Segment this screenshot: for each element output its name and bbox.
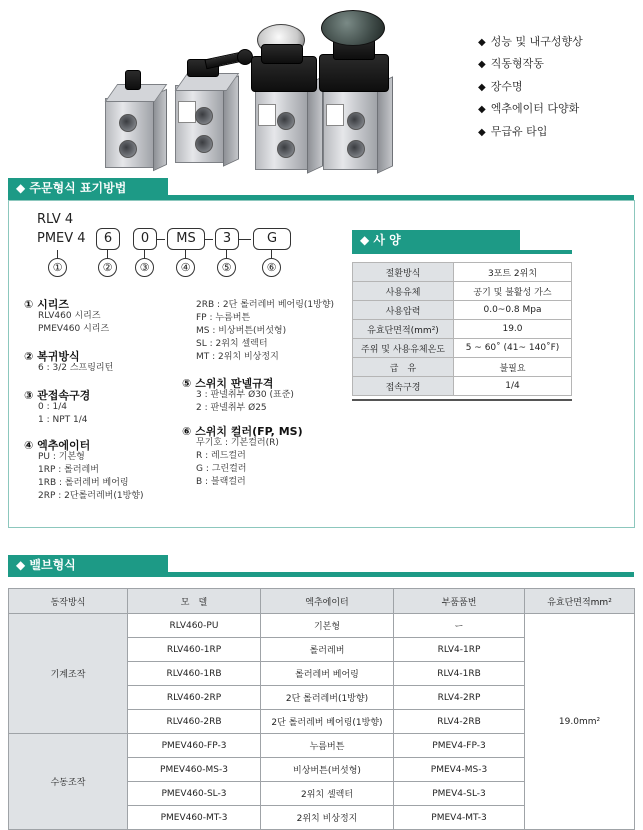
col-header: 모 델 (128, 589, 261, 614)
spec-value: 공기 및 불활성 가스 (454, 282, 572, 301)
item-line: 6 : 3/2 스프링리턴 (38, 363, 114, 373)
item-line: 0 : 1/4 (38, 402, 67, 412)
actuator-cell: 2단 롤러레버(1방향) (261, 686, 394, 710)
actuator-cell: 2위치 비상정지 (261, 806, 394, 830)
model-cell: PMEV460-FP-3 (128, 734, 261, 758)
leader-line (271, 250, 272, 258)
item-line: FP : 누름버튼 (196, 313, 251, 323)
valve-table (8, 588, 635, 830)
leader-line (226, 250, 227, 258)
item-return-title: ② 복귀방식 (24, 350, 80, 363)
part-cell: RLV4-1RP (394, 638, 525, 662)
circle-number: ④ (176, 258, 195, 277)
spec-row (353, 301, 572, 320)
model-cell: RLV460-2RB (128, 710, 261, 734)
item-color-title: ⑥ 스위치 컬러(FP, MS) (182, 425, 303, 438)
diamond-icon: ◆ (478, 104, 486, 115)
item-line: 3 : 판넬취부 Ø30 (표준) (196, 390, 294, 400)
part-cell: RLV4-2RB (394, 710, 525, 734)
spec-row (353, 377, 572, 396)
part-cell: ー (394, 614, 525, 638)
code-dash (239, 239, 251, 240)
feature-item: ◆ 장수명 (478, 80, 523, 93)
spec-key: 급 유 (353, 358, 454, 377)
item-line: B : 블랙컬러 (196, 477, 246, 487)
spec-table (352, 262, 572, 396)
col-header: 동작방식 (9, 589, 128, 614)
model-cell: RLV460-PU (128, 614, 261, 638)
item-line: MT : 2위치 비상정지 (196, 352, 279, 362)
diamond-icon: ◆ (478, 127, 486, 138)
col-header: 엑추에이터 (261, 589, 394, 614)
spec-row (353, 358, 572, 377)
item-line: MS : 비상버튼(버섯형) (196, 326, 287, 336)
spec-row (353, 282, 572, 301)
item-line: 2 : 판넬취부 Ø25 (196, 403, 267, 413)
actuator-cell: 2단 롤러레버 베어링(1방향) (261, 710, 394, 734)
group-manual: 수동조작 (9, 734, 128, 830)
spec-key: 접속구경 (353, 377, 454, 396)
diamond-icon: ◆ (478, 37, 486, 48)
feature-item: ◆ 성능 및 내구성향상 (478, 35, 583, 48)
item-line: 2RP : 2단롤러레버(1방향) (38, 491, 144, 501)
leader-line (107, 250, 108, 258)
code-box-return: 6 (96, 228, 120, 250)
model-cell: RLV460-1RB (128, 662, 261, 686)
part-cell: RLV4-1RB (394, 662, 525, 686)
actuator-cell: 롤러레버 베어링 (261, 662, 394, 686)
part-cell: PMEV4-SL-3 (394, 782, 525, 806)
model-cell: PMEV460-MT-3 (128, 806, 261, 830)
item-line: 2RB : 2단 롤러레버 베어링(1방향) (196, 300, 335, 310)
item-line: RLV460 시리즈 (38, 311, 101, 321)
circle-number: ⑥ (262, 258, 281, 277)
leader-line (57, 250, 58, 258)
diamond-icon: ◆ (478, 59, 486, 70)
actuator-cell: 롤러레버 (261, 638, 394, 662)
actuator-cell: 누름버튼 (261, 734, 394, 758)
spec-row (353, 339, 572, 358)
leader-line (144, 250, 145, 258)
circle-number: ③ (135, 258, 154, 277)
valve-section-rule (8, 572, 634, 577)
diamond-icon: ◆ (478, 82, 486, 93)
item-series-title: ① 시리즈 (24, 298, 70, 311)
area-cell: 19.0mm² (525, 614, 635, 830)
diamond-icon: ◆ (16, 181, 30, 195)
code-box-actuator: MS (167, 228, 205, 250)
item-panel-title: ⑤ 스위치 판넬규격 (182, 377, 274, 390)
spec-value: 5 ~ 60˚ (41~ 140˚F) (454, 339, 572, 358)
model-cell: PMEV460-SL-3 (128, 782, 261, 806)
table-row (9, 614, 635, 638)
diamond-icon: ◆ (16, 558, 30, 572)
item-line: G : 그린컬러 (196, 464, 247, 474)
circle-number: ① (48, 258, 67, 277)
spec-header-rule (352, 250, 572, 254)
code-box-panel: 3 (215, 228, 239, 250)
spec-bottom-rule (352, 399, 572, 401)
code-box-port: 0 (133, 228, 157, 250)
valve-table-header (9, 589, 635, 614)
item-line: 1RB : 롤러레버 베어링 (38, 478, 129, 488)
circle-number: ② (98, 258, 117, 277)
col-header: 유효단면적mm² (525, 589, 635, 614)
spec-row (353, 263, 572, 282)
spec-key: 절환방식 (353, 263, 454, 282)
circle-number: ⑤ (217, 258, 236, 277)
actuator-cell: 기본형 (261, 614, 394, 638)
feature-item: ◆ 무급유 타입 (478, 125, 548, 138)
spec-value: 1/4 (454, 377, 572, 396)
item-line: PU : 기본형 (38, 452, 85, 462)
model-cell: RLV460-2RP (128, 686, 261, 710)
item-actuator-title: ④ 엑추에이터 (24, 439, 91, 452)
item-line: PMEV460 시리즈 (38, 324, 110, 334)
col-header: 부품품번 (394, 589, 525, 614)
spec-key: 사용압력 (353, 301, 454, 320)
item-line: SL : 2위치 셀렉터 (196, 339, 268, 349)
leader-line (185, 250, 186, 258)
code-box-color: G (253, 228, 291, 250)
part-cell: RLV4-2RP (394, 686, 525, 710)
spec-value: 0.0~0.8 Mpa (454, 301, 572, 320)
spec-key: 사용유체 (353, 282, 454, 301)
code-dash (157, 239, 165, 240)
item-line: R : 레드컬러 (196, 451, 246, 461)
valve-section-header: ◆ 밸브형식 (8, 555, 168, 575)
part-cell: PMEV4-MT-3 (394, 806, 525, 830)
item-port-title: ③ 관접속구경 (24, 389, 91, 402)
order-section-header: ◆ 주문형식 표기방법 (8, 178, 168, 198)
spec-row (353, 320, 572, 339)
item-line: 무기호 : 기본컬러(R) (196, 438, 279, 448)
spec-key: 주위 및 사용유체온도 (353, 339, 454, 358)
model-cell: RLV460-1RP (128, 638, 261, 662)
spec-key: 유효단면적(mm²) (353, 320, 454, 339)
spec-value: 불필요 (454, 358, 572, 377)
spec-header: ◆ 사 양 (352, 230, 520, 250)
actuator-cell: 2위치 셀렉터 (261, 782, 394, 806)
feature-item: ◆ 직동형작동 (478, 57, 544, 70)
actuator-cell: 비상버튼(버섯형) (261, 758, 394, 782)
part-cell: PMEV4-MS-3 (394, 758, 525, 782)
code-dash (205, 239, 213, 240)
item-line: 1RP : 롤러레버 (38, 465, 99, 475)
model-line-1: RLV 4 (37, 212, 74, 227)
feature-item: ◆ 엑추에이터 다양화 (478, 102, 580, 115)
product-photos (95, 10, 395, 175)
spec-value: 19.0 (454, 320, 572, 339)
model-line-2: PMEV 4 (37, 231, 86, 246)
item-line: 1 : NPT 1/4 (38, 415, 88, 425)
model-cell: PMEV460-MS-3 (128, 758, 261, 782)
part-cell: PMEV4-FP-3 (394, 734, 525, 758)
group-mechanical: 기계조작 (9, 614, 128, 734)
spec-value: 3포트 2위치 (454, 263, 572, 282)
